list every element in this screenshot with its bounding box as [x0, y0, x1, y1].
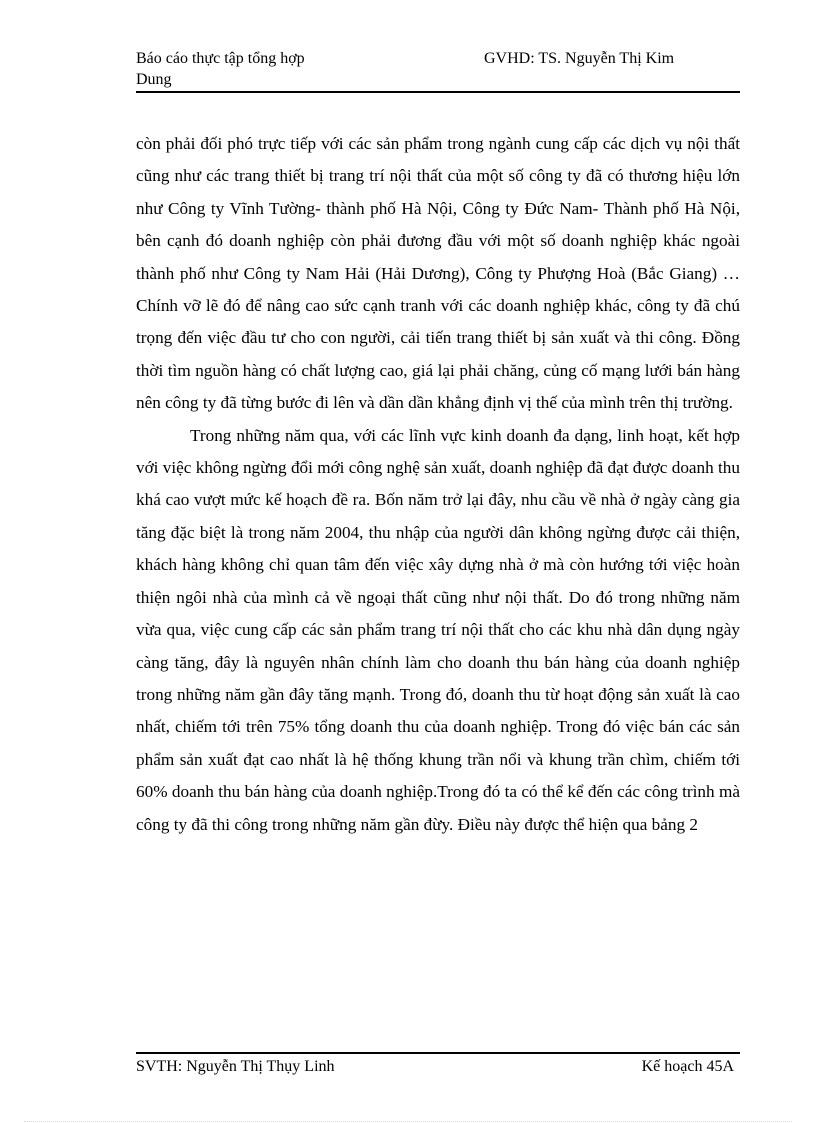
page-body — [136, 128, 740, 841]
footer-student: SVTH: Nguyễn Thị Thụy Linh — [136, 1058, 335, 1075]
page-header — [136, 48, 740, 92]
header-report-title: Báo cáo thực tập tổng hợp — [136, 50, 305, 67]
header-supervisor: GVHD: TS. Nguyễn Thị Kim — [484, 50, 675, 67]
header-divider — [136, 91, 740, 93]
footer-class: Kế hoạch 45A — [641, 1058, 734, 1075]
page-edge-divider — [24, 1121, 792, 1122]
header-supervisor-continued: Dung — [136, 71, 172, 88]
body-paragraph-2: Trong những năm qua, với các lĩnh vực kinh doanh đa dạng, linh hoạt, kết hợp với việc không ngừng đổi mới công nghệ sản xuất, doanh nghiệp đã đạt được doanh thu khá cao vượt mức kế hoạch đề ra. Bốn năm trở lại đây, nhu cầu về nhà ở ngày càng gia tăng đặc biệt là trong năm 2004, thu nhập của người dân không ngừng được cải thiện, khách hàng không chỉ quan tâm đến việc xây dựng nhà ở mà còn hướng tới việc hoàn thiện ngôi nhà của mình cả về ngoại thất cũng như nội thất. Do đó trong những năm vừa qua, việc cung cấp các sản phẩm trang trí nội thất cho các khu nhà dân dụng ngày càng tăng, đây là nguyên nhân chính làm cho doanh thu bán hàng của doanh nghiệp trong những năm gần đây tăng mạnh. Trong đó, doanh thu từ hoạt động sản xuất là cao nhất, chiếm tới trên 75% tổng doanh thu của doanh nghiệp. Trong đó việc bán các sản phẩm sản xuất đạt cao nhất là hệ thống khung trần nổi và khung trần chìm, chiếm tới 60% doanh thu bán hàng của doanh nghiệp.Trong đó ta có thể kể đến các công trình mà công ty đã thi công trong những năm gần đừy. Điều này được thể hiện qua bảng 2 — [136, 425, 740, 834]
footer-divider — [136, 1052, 740, 1054]
body-paragraph-1: còn phải đối phó trực tiếp với các sản phẩm trong ngành cung cấp các dịch vụ nội thất cũng như các trang thiết bị trang trí nội thất của một số công ty đã có thương hiệu lớn như Công ty Vĩnh Tường- thành phố Hà Nội, Công ty Đức Nam- Thành phố Hà Nội, bên cạnh đó doanh nghiệp còn phải đương đầu với một số doanh nghiệp khác ngoài thành phố như Công ty Nam Hải (Hải Dương), Công ty Phượng Hoà (Bắc Giang) …Chính vỡ lẽ đó để nâng cao sức cạnh tranh với các doanh nghiệp khác, công ty đã chú trọng đến việc đầu tư cho con người, cải tiến trang thiết bị sản xuất và thi công. Đồng thời tìm nguồn hàng có chất lượng cao, giá lại phải chăng, củng cố mạng lưới bán hàng nên công ty đã từng bước đi lên và dần dần khẳng định vị thế của mình trên thị trường. — [136, 134, 740, 413]
